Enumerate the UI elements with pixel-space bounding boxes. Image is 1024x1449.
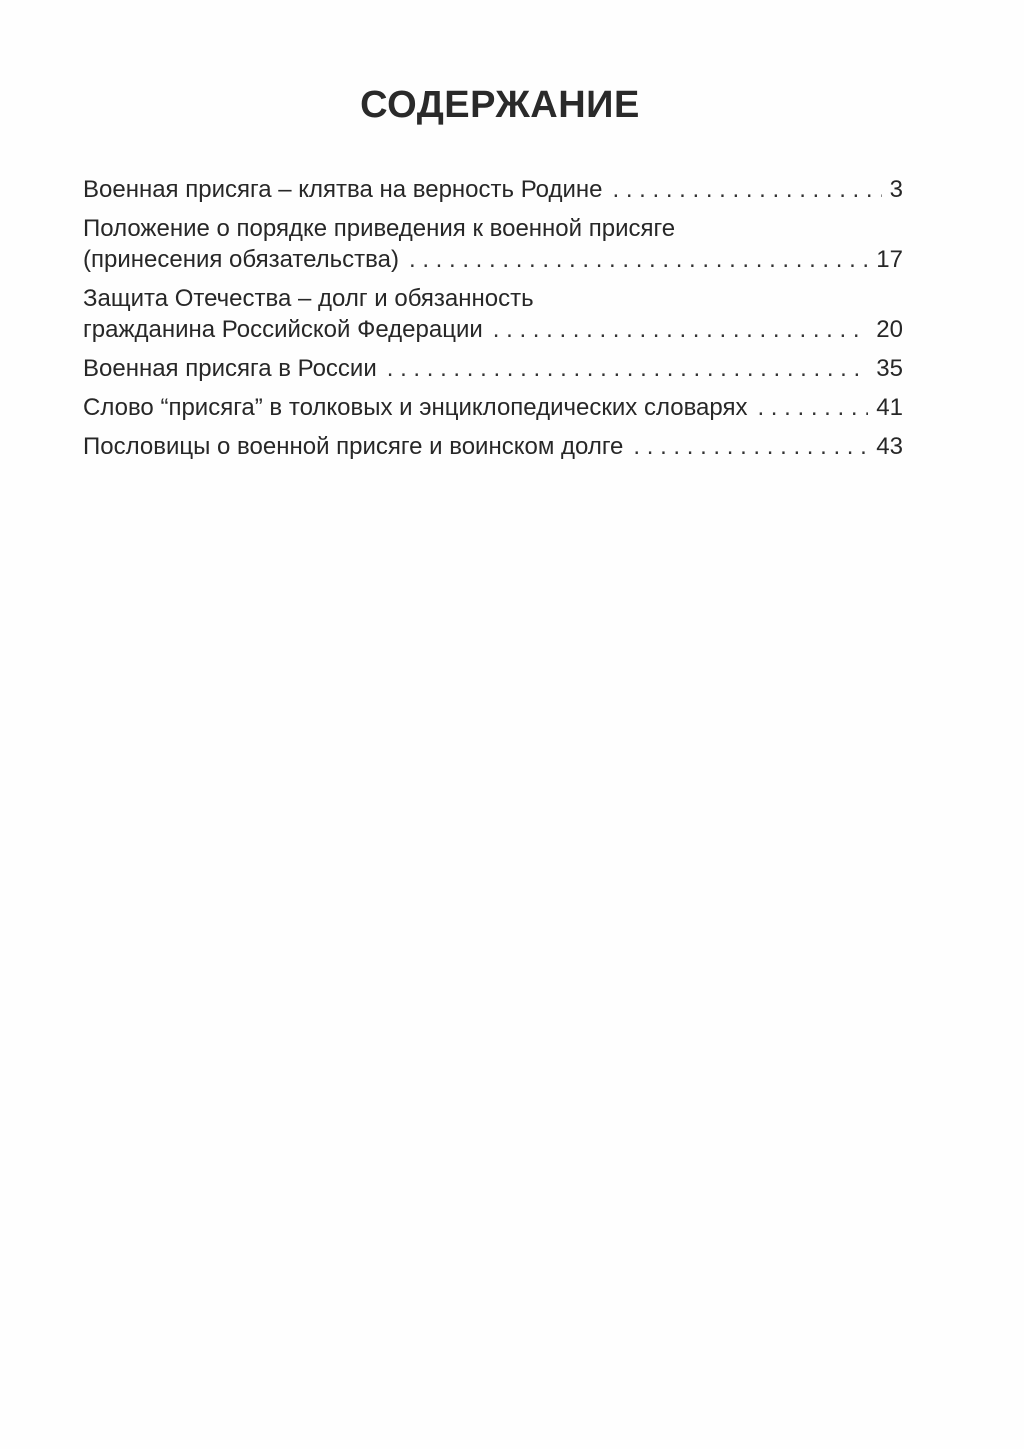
table-of-contents <box>83 174 903 472</box>
toc-page-number: 35 <box>876 355 903 382</box>
toc-entry-row <box>83 174 903 205</box>
dot-leader <box>757 392 868 423</box>
toc-entry <box>83 431 903 462</box>
dot-leader <box>409 244 868 275</box>
toc-entry-title: Военная присяга в России <box>83 355 377 382</box>
toc-page-number: 3 <box>889 176 903 203</box>
toc-entry-title: Защита Отечества – долг и обязанность <box>83 285 534 312</box>
toc-entry-row <box>83 353 903 384</box>
dot-leader <box>387 353 869 384</box>
toc-entry-row <box>83 244 903 275</box>
dot-leader <box>612 174 881 205</box>
toc-page-number: 41 <box>876 394 903 421</box>
toc-page-number: 43 <box>876 433 903 460</box>
toc-entry-title: Слово “присяга” в толковых и энциклопедических словарях <box>83 394 748 421</box>
toc-page-number: 20 <box>876 316 903 343</box>
toc-entry-title: Военная присяга – клятва на верность Родине <box>83 176 603 203</box>
toc-entry-row <box>83 392 903 423</box>
dot-leader <box>493 314 869 345</box>
toc-entry-row <box>83 314 903 345</box>
page-title: СОДЕРЖАНИЕ <box>360 84 640 126</box>
toc-entry-row <box>83 431 903 462</box>
toc-entry <box>83 283 903 345</box>
toc-entry <box>83 174 903 205</box>
toc-entry <box>83 353 903 384</box>
toc-entry-title-continued: гражданина Российской Федерации <box>83 316 483 343</box>
dot-leader <box>633 431 868 462</box>
toc-entry <box>83 213 903 275</box>
toc-page-number: 17 <box>876 246 903 273</box>
toc-entry <box>83 392 903 423</box>
toc-entry-title: Положение о порядке приведения к военной присяге <box>83 215 676 242</box>
toc-entry-title: Пословицы о военной присяге и воинском долге <box>83 433 624 460</box>
toc-entry-title-continued: (принесения обязательства) <box>83 246 399 273</box>
